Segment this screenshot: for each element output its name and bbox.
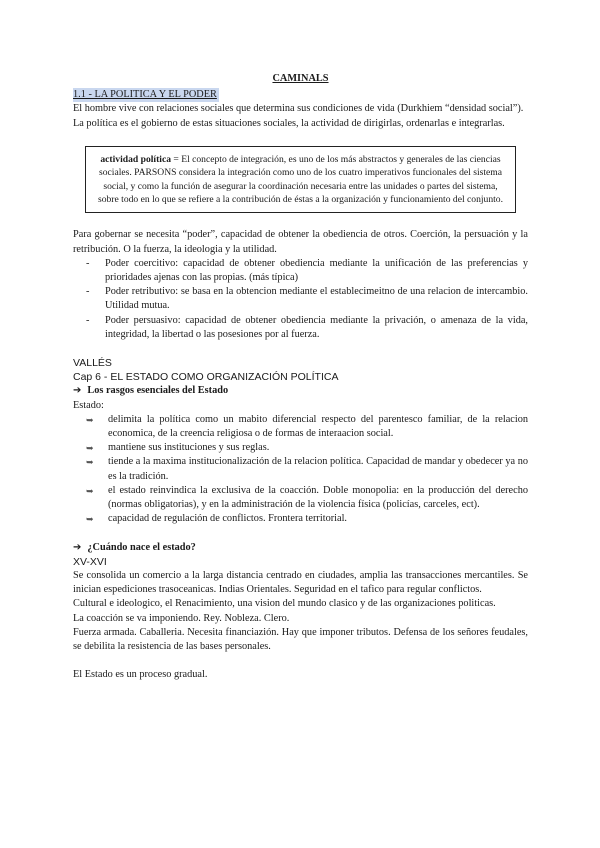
list-item: ➥ mantiene sus instituciones y sus reglas. <box>86 441 528 455</box>
curved-arrow-icon: ➥ <box>86 485 94 496</box>
dash-bullet: - <box>86 257 90 269</box>
curved-arrow-icon: ➥ <box>86 443 94 454</box>
paragraph-comercio: Se consolida un comercio a la larga distancia centrado en ciudades, amplia las transacciones mercantiles. Se inician espediciones trasoceanicas. Indias Orientales. Seguridad en el tafico para regular conflictos. <box>73 569 528 596</box>
arrow-icon: ➔ <box>73 385 82 397</box>
document-title: CAMINALS <box>272 73 329 84</box>
list-item: - Poder retributivo: se basa en la obtencion mediante el establecimeitno de una relacion de intercambio. Utilidad mutua. <box>86 286 528 312</box>
estado-label: Estado: <box>73 399 104 411</box>
author-heading: VALLÉS <box>73 357 112 370</box>
power-types-list <box>73 257 528 342</box>
list-item: - Poder persuasivo: capacidad de obtener obediencia mediante la privación, o amenaza de la vida, integridad, la libertad o las posesiones por al fuerza. <box>86 314 528 340</box>
list-item: ➥ capacidad de regulación de conflictos. Frontera territorial. <box>86 512 528 526</box>
paragraph-relaciones-sociales: El hombre vive con relaciones sociales que determina sus condiciones de vida (Durkhiem “densidad social”). <box>73 103 524 115</box>
curved-arrow-icon: ➥ <box>86 457 94 468</box>
estado-features-list <box>73 413 528 527</box>
curved-arrow-icon: ➥ <box>86 514 94 525</box>
paragraph-politica-gobierno: La política es el gobierno de estas situaciones sociales, la actividad de dirigirlas, ordenarlas e integrarlas. <box>73 117 505 129</box>
dash-bullet: - <box>86 314 90 326</box>
chapter-heading: Cap 6 - EL ESTADO COMO ORGANIZACIÓN POLÍTICA <box>73 371 339 384</box>
definition-text: = El concepto de integración, es uno de los más abstractos y generales de las ciencias sociales. PARSONS considera la integración como uno de los cuatro imperativos funcionales del sistema social, y como la función de asegurar la coordinación necesaria entre las unidades o partes del sistema, sobre todo en lo que se refiere a la contribución de éstas a la organización y funcionamiento del conjunto. <box>97 153 504 206</box>
list-item: ➥ tiende a la maxima institucionalización de la relacion política. Capacidad de mandar y obedecer ya no es la tradición. <box>86 456 528 482</box>
arrow-icon: ➔ <box>73 541 82 553</box>
definition-box <box>85 146 516 214</box>
subheading-nace-estado: ➔ ¿Cuándo nace el estado? <box>73 541 196 553</box>
list-item: ➥ el estado reinvindica la exclusiva de la coacción. Doble monopolia: en la producción del derecho (normas obligatorias), y en la administración de la violencia física (policías, carceles, ect). <box>86 484 528 511</box>
curved-arrow-icon: ➥ <box>86 414 94 425</box>
paragraph-coaccion: La coacción se va imponiendo. Rey. Nobleza. Clero. <box>73 612 290 624</box>
paragraph-poder-intro: Para gobernar se necesita “poder”, capacidad de obtener la obediencia de otros. Coerción, la persuación y la retribución. O la fuerza, la ideologia y la utilidad. <box>73 229 528 255</box>
subheading-rasgos: ➔ Los rasgos esenciales del Estado <box>73 385 229 397</box>
list-item: ➥ delimita la política como un mabito diferencial respecto del parentesco familiar, de la relacion economica, de la creencia religiosa o de formas de interaacion social. <box>86 413 528 440</box>
paragraph-fuerza-armada: Fuerza armada. Caballeria. Necesita financiazión. Hay que imponer tributos. Defensa de los señores feudales, se debilita la resistencia de las bases personales. <box>73 626 528 652</box>
section-heading-politica-poder: 1.1 - LA POLITICA Y EL PODER <box>73 88 219 102</box>
definition-term: actividad política <box>100 153 171 165</box>
document-page <box>73 72 528 682</box>
period-label: XV-XVI <box>73 555 107 568</box>
paragraph-cultural: Cultural e ideologico, el Renacimiento, una vision del mundo clasico y de las organizaciones politicas. <box>73 598 496 610</box>
dash-bullet: - <box>86 286 90 298</box>
paragraph-proceso-gradual: El Estado es un proceso gradual. <box>73 669 208 681</box>
list-item: - Poder coercitivo: capacidad de obtener obediencia mediante la unificación de las preferencias y prioridades ajenas con las propias. (más típica) <box>86 257 528 284</box>
